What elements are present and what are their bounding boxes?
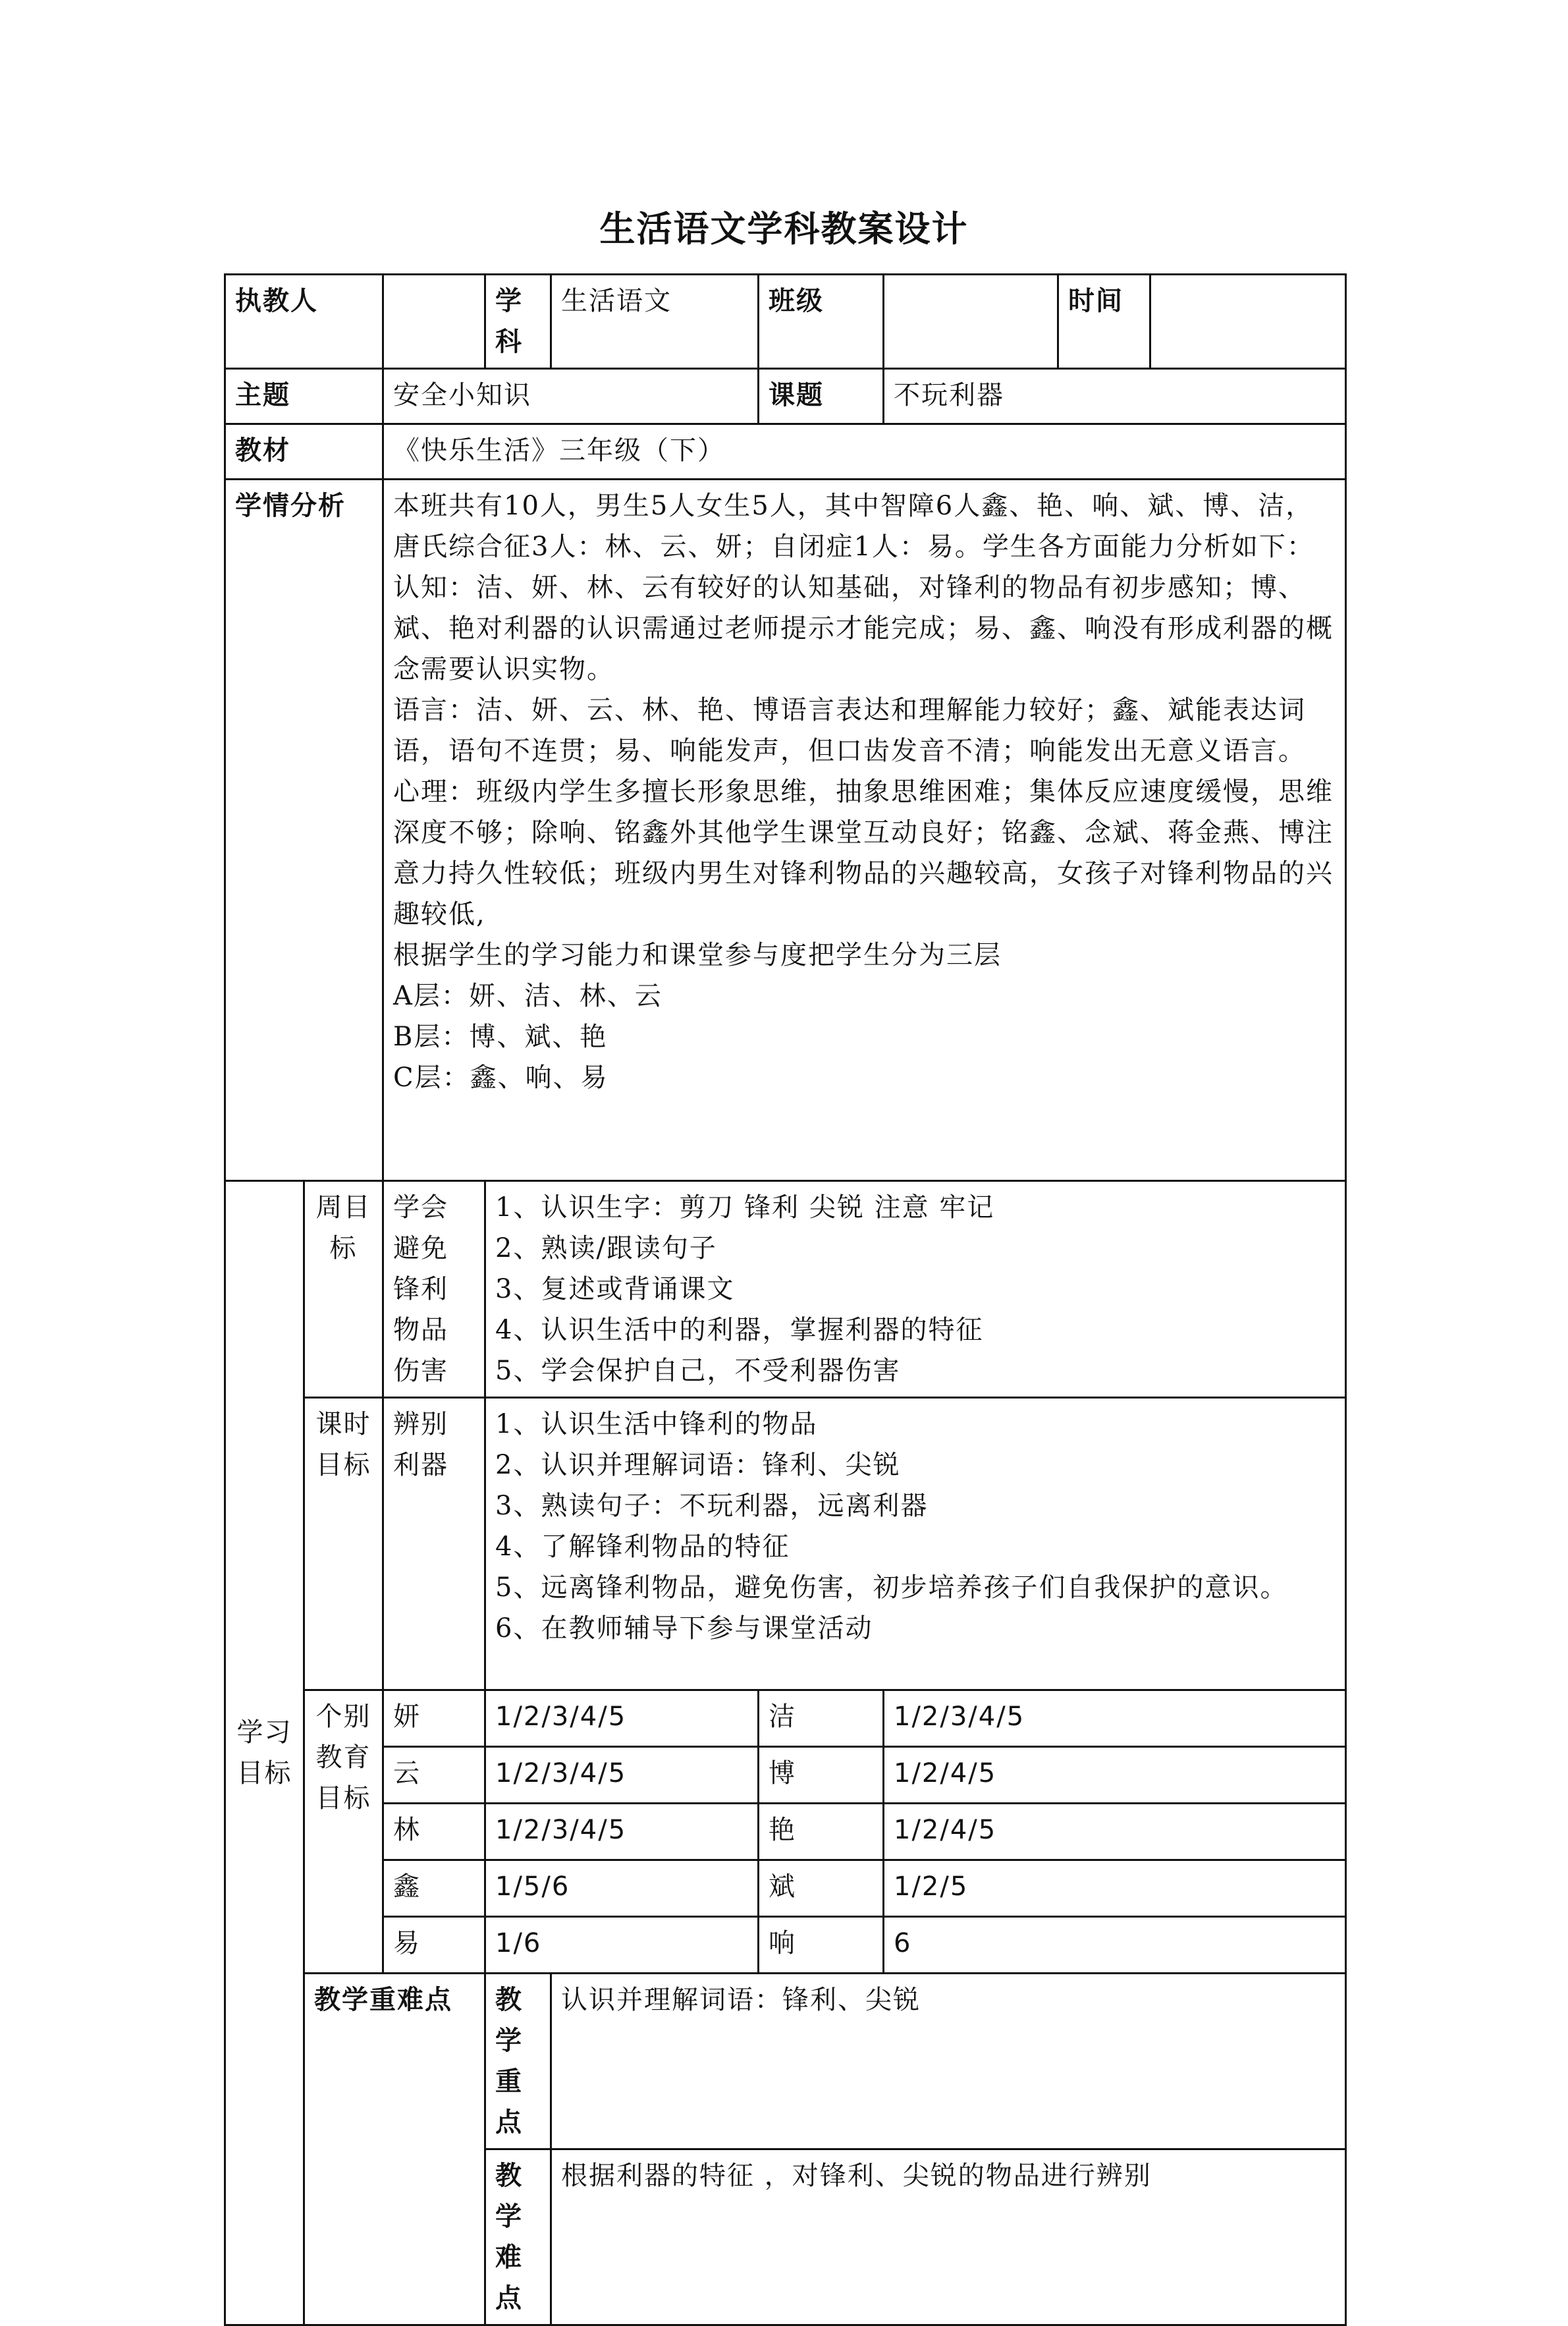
- student-name: 妍: [383, 1690, 485, 1747]
- analysis-paragraph: B层：博、斌、艳: [393, 1022, 608, 1052]
- student-goal: 1/2/3/4/5: [485, 1747, 759, 1804]
- weekly-goal-item: 1、认识生字：剪刀 锋利 尖锐 注意 牢记: [495, 1192, 995, 1223]
- student-goal: 1/2/3/4/5: [485, 1804, 759, 1860]
- learning-goals-label: 学习目标: [225, 1181, 304, 2325]
- individual-goal-row: [225, 1690, 1346, 1747]
- analysis-paragraph: 认知：洁、妍、林、云有较好的认知基础，对锋利的物品有初步感知；博、斌、艳对利器的认识需通过老师提示才能完成；易、鑫、响没有形成利器的概念需要认识实物。: [393, 572, 1334, 684]
- lesson-goal-item: 2、认识并理解词语：锋利、尖锐: [495, 1450, 901, 1480]
- lesson-goal-item: 4、了解锋利物品的特征: [495, 1532, 790, 1562]
- theme-row: [225, 369, 1346, 424]
- student-goal: 1/2/5: [884, 1860, 1346, 1917]
- teacher-label: 执教人: [225, 275, 383, 369]
- time-label: 时间: [1058, 275, 1150, 369]
- analysis-label: 学情分析: [225, 480, 383, 1181]
- individual-goal-row: [225, 1917, 1346, 1974]
- material-row: [225, 424, 1346, 480]
- header-row: [225, 275, 1346, 369]
- lesson-goal-item: 1、认识生活中锋利的物品: [495, 1409, 818, 1439]
- analysis-paragraph: 根据学生的学习能力和课堂参与度把学生分为三层: [393, 940, 1002, 970]
- lesson-goal-item: 5、远离锋利物品，避免伤害，初步培养孩子们自我保护的意识。: [495, 1572, 1288, 1603]
- analysis-paragraph: 心理：班级内学生多擅长形象思维，抽象思维困难；集体反应速度缓慢，思维深度不够；除响、铭鑫外其他学生课堂互动良好；铭鑫、念斌、蒋金燕、博注意力持久性较低；班级内男生对锋利物品的兴趣较高，女孩子对锋利物品的兴趣较低,: [393, 777, 1334, 929]
- student-name: 鑫: [383, 1860, 485, 1917]
- student-goal: 1/2/4/5: [884, 1804, 1346, 1860]
- lesson-goals-list: [485, 1398, 1346, 1690]
- lesson-goal-item: 6、在教师辅导下参与课堂活动: [495, 1613, 873, 1644]
- subject-label: 学科: [485, 275, 551, 369]
- material-label: 教材: [225, 424, 383, 480]
- student-goal: 1/5/6: [485, 1860, 759, 1917]
- weekly-goal-item: 5、学会保护自己，不受利器伤害: [495, 1356, 901, 1386]
- material-value: 《快乐生活》三年级（下）: [383, 424, 1346, 480]
- individual-goal-row: [225, 1804, 1346, 1860]
- analysis-row: [225, 480, 1346, 1181]
- focus-label: 教学重点: [485, 1974, 551, 2149]
- analysis-paragraph: A层：妍、洁、林、云: [393, 981, 662, 1011]
- teacher-value: [383, 275, 485, 369]
- individual-goal-row: [225, 1747, 1346, 1804]
- student-name: 斌: [759, 1860, 884, 1917]
- student-goal: 1/2/3/4/5: [485, 1690, 759, 1747]
- analysis-paragraph: 本班共有10人，男生5人女生5人，其中智障6人鑫、艳、响、斌、博、洁，唐氏综合征3人：林、云、妍；自闭症1人：易。学生各方面能力分析如下：: [393, 491, 1314, 562]
- lesson-title-value: 不玩利器: [884, 369, 1346, 424]
- student-name: 易: [383, 1917, 485, 1974]
- student-goal: 1/2/3/4/5: [884, 1690, 1346, 1747]
- analysis-paragraph: 语言：洁、妍、云、林、艳、博语言表达和理解能力较好；鑫、斌能表达词语，语句不连贯；易、响能发声，但口齿发音不清；响能发出无意义语言。: [393, 695, 1306, 766]
- weekly-goal-item: 2、熟读/跟读句子: [495, 1233, 717, 1263]
- focus-value: 认识并理解词语：锋利、尖锐: [551, 1974, 1346, 2149]
- student-name: 博: [759, 1747, 884, 1804]
- lesson-goals-label: 课时目标: [304, 1398, 383, 1690]
- lesson-goal-item: 3、熟读句子：不玩利器，远离利器: [495, 1491, 929, 1521]
- student-goal: 6: [884, 1917, 1346, 1974]
- analysis-content: [383, 480, 1346, 1181]
- theme-value: 安全小知识: [383, 369, 759, 424]
- weekly-goal-item: 3、复述或背诵课文: [495, 1274, 735, 1304]
- student-goal: 1/6: [485, 1917, 759, 1974]
- class-label: 班级: [759, 275, 884, 369]
- lesson-goals-row: [225, 1398, 1346, 1690]
- student-name: 林: [383, 1804, 485, 1860]
- individual-goals-label: 个别教育目标: [304, 1690, 383, 1974]
- document-title: 生活语文学科教案设计: [599, 208, 969, 250]
- student-goal: 1/2/4/5: [884, 1747, 1346, 1804]
- student-name: 云: [383, 1747, 485, 1804]
- weekly-goals-topic: 学会避免锋利物品伤害: [383, 1181, 485, 1398]
- analysis-paragraph: C层：鑫、响、易: [393, 1063, 608, 1093]
- individual-goal-row: [225, 1860, 1346, 1917]
- weekly-goals-label: 周目标: [304, 1181, 383, 1398]
- time-value: [1150, 275, 1346, 369]
- weekly-goals-row: [225, 1181, 1346, 1398]
- theme-label: 主题: [225, 369, 383, 424]
- weekly-goals-list: [485, 1181, 1346, 1398]
- lesson-goals-topic: 辨别利器: [383, 1398, 485, 1690]
- subject-value: 生活语文: [551, 275, 759, 369]
- student-name: 响: [759, 1917, 884, 1974]
- student-name: 洁: [759, 1690, 884, 1747]
- lesson-plan-table: [224, 273, 1347, 2326]
- difficulty-label: 教学难点: [485, 2149, 551, 2325]
- difficulty-value: 根据利器的特征 ，对锋利、尖锐的物品进行辨别: [551, 2149, 1346, 2325]
- focus-row: [225, 1974, 1346, 2149]
- class-value: [884, 275, 1058, 369]
- key-points-label: 教学重难点: [304, 1974, 485, 2325]
- weekly-goal-item: 4、认识生活中的利器，掌握利器的特征: [495, 1315, 984, 1345]
- lesson-title-label: 课题: [759, 369, 884, 424]
- student-name: 艳: [759, 1804, 884, 1860]
